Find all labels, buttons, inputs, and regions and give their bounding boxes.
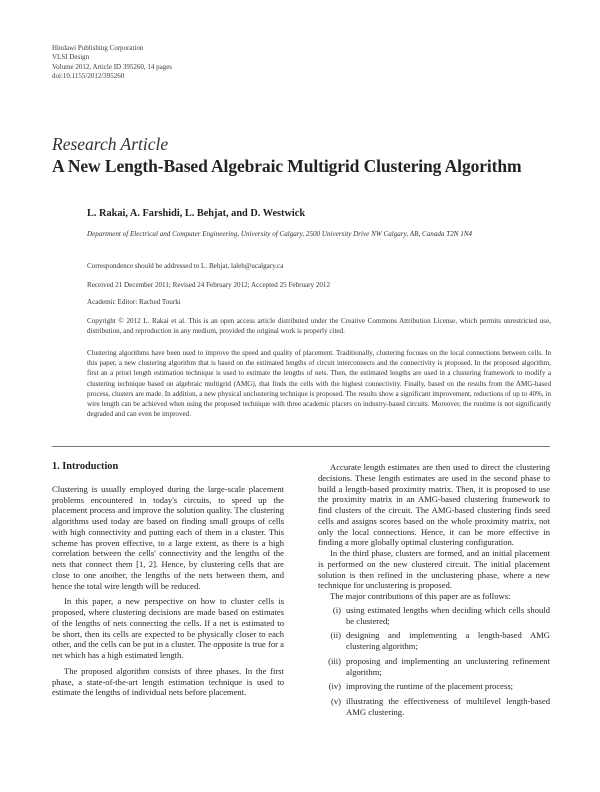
abstract: Clustering algorithms have been used to improve the speed and quality of placement. Traditionally, clustering focuses on the local connections between cells. In this paper, a new clustering algorithm that is based on the estimated lengths of circuit interconnects and the connectivity is proposed. In the proposed algorithm, first an a priori length estimation technique is used to estimate the lengths of nets. Then, the estimated lengths are used in a clustering framework to modify a clustering technique based on algebraic multigrid (AMG), that finds the cells with the highest connectivity. Finally, based on the results from the AMG-based process, clusters are made. In addition, a new physical unclustering technique is proposed. The results show a significant improvement, reductions of up to 40%, in wire length can be achieved when using the proposed technique with three academic placers on industry-based circuits. Moreover, the runtime is not significantly degraded and can even be improved. [87,349,551,419]
list-item-number: (iv) [328,681,341,692]
list-item-number: (iii) [328,655,341,666]
contributions-list [318,605,550,718]
journal-name: VLSI Design [52,53,90,62]
paragraph: Clustering is usually employed during the large-scale placement problems encountered in today's circuits, to speed up the placement process and improve the solution quality. The clustering algorithms used today are based on finding small groups of cells with high connectivity and putting each of them in a cluster. This scheme has proven effective, to a large extent, as there is a high correlation between the cells' connectivity and the lengths of the nets that connect them [1, 2]. Hence, by clustering cells that are close to one another, the lengths of the nets between them, and hence the total wire length will be reduced. [52,483,284,591]
paragraph: The proposed algorithm consists of three phases. In the first phase, a state-of-the-art length estimation technique is used to estimate the lengths of individual nets before placement. [52,665,284,698]
paragraph: In this paper, a new perspective on how to cluster cells is proposed, where clustering decisions are made based on estimates of the lengths of nets connecting the cells. If a net is estimated to be short, then its cells are expected to be physically closer to each other, and the cells can be put in a cluster. The opposite is true for a net which has a high estimated length. [52,596,284,660]
academic-editor: Academic Editor: Rached Tourki [87,298,181,306]
list-item-text: designing and implementing a length-based AMG clustering algorithm; [346,630,550,651]
list-item [318,681,550,692]
list-item [318,605,550,627]
copyright-notice: Copyright © 2012 L. Rakai et al. This is an open access article distributed under the Creative Commons Attribution License, which permits unrestricted use, distribution, and reproduction in any medium, provided the original work is properly cited. [87,317,551,336]
list-item [318,656,550,678]
paragraph: In the third phase, clusters are formed, and an initial placement is performed on the new clustered circuit. The initial placement solution is then refined in the unclustering phase, where a new technique for unclustering is proposed. [318,548,550,591]
list-item-number: (ii) [330,630,341,641]
left-column [52,462,284,698]
doi: doi:10.1155/2012/395260 [52,72,125,81]
section-heading: 1. Introduction [52,461,119,472]
paragraph: Accurate length estimates are then used to direct the clustering decisions. These length estimates are used in the second phase to build a length-based proximity matrix. Then, it is proposed to use the proximity matrix in an AMG-based clustering framework to find clusters of the circuit. The AMG-based clustering finds seed cells and assigns scores based on the whole proximity matrix, not only the local connections. Hence, it can be more effective in finding a more globally optimal clustering configuration. [318,462,550,548]
correspondence: Correspondence should be addressed to L. Behjat, laleh@ucalgary.ca [87,262,284,270]
authors: L. Rakai, A. Farshidi, L. Behjat, and D. Westwick [87,208,306,219]
article-title: A New Length-Based Algebraic Multigrid Clustering Algorithm [52,156,522,176]
list-item-number: (v) [330,696,341,706]
article-dates: Received 21 December 2011; Revised 24 February 2012; Accepted 25 February 2012 [87,281,331,289]
right-column [318,462,550,722]
list-item [318,630,550,652]
list-item-text: proposing and implementing an unclustering refinement algorithm; [346,655,550,677]
publisher-name: Hindawi Publishing Corporation [52,44,144,52]
list-item [318,696,550,718]
paragraph: The major contributions of this paper are as follows: [330,591,511,601]
affiliation: Department of Electrical and Computer Engineering, University of Calgary, 2500 University Drive NW Calgary, AB, Canada T2N 1N4 [87,230,473,238]
list-item-text: using estimated lengths when deciding which cells should be clustered; [346,604,550,626]
article-type: Research Article [52,134,169,154]
section-divider [52,446,550,447]
volume-info: Volume 2012, Article ID 395260, 14 pages [52,62,173,71]
list-item-text: improving the runtime of the placement process; [346,681,514,692]
list-item-number: (i) [332,604,341,615]
list-item-text: illustrating the effectiveness of multilevel length-based AMG clustering. [346,696,550,717]
journal-header [52,44,172,82]
